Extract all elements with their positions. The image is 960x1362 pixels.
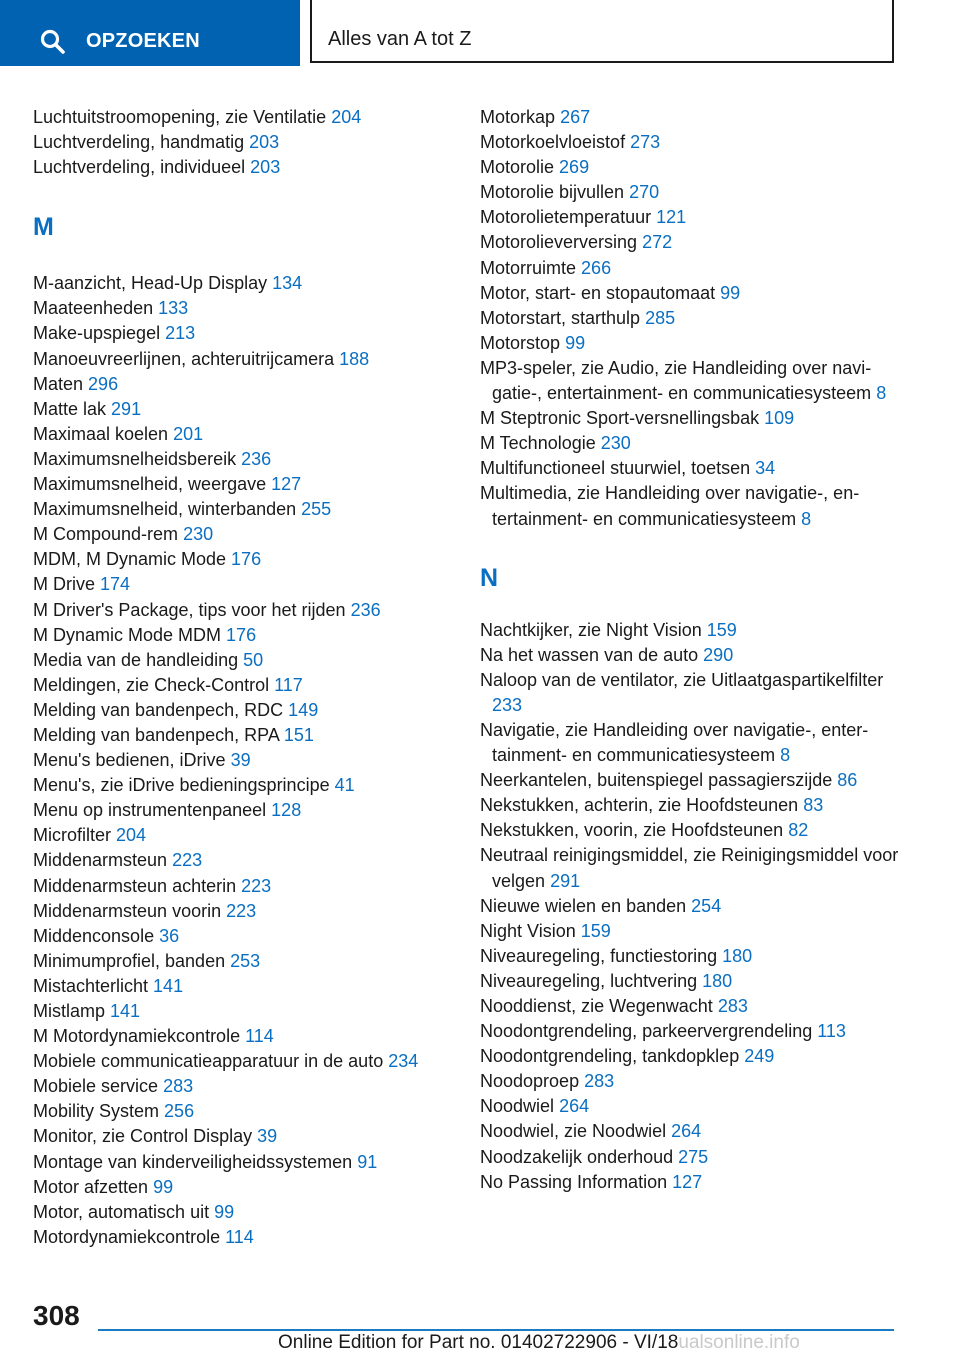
page-reference-link[interactable]: 8 xyxy=(780,745,791,766)
index-term: Maximaal koelen xyxy=(33,423,169,444)
index-entry xyxy=(480,155,900,180)
index-entry xyxy=(480,1044,900,1069)
index-group-right-after xyxy=(480,618,900,1195)
index-entry xyxy=(480,1094,900,1119)
page-reference-link[interactable]: 141 xyxy=(110,1001,141,1021)
footer-divider xyxy=(98,1329,894,1331)
index-entry xyxy=(33,698,463,723)
page-reference-link[interactable]: 34 xyxy=(755,458,776,479)
index-term: Manoeuvreerlijnen, achteruitrijcamera xyxy=(33,348,335,369)
page-reference-link[interactable]: 133 xyxy=(158,298,189,319)
index-entry xyxy=(33,397,463,422)
search-button[interactable] xyxy=(0,0,300,66)
page-reference-link[interactable]: 113 xyxy=(817,1021,846,1042)
index-entry xyxy=(480,843,900,893)
index-term: Middenarmsteun achterin xyxy=(33,875,237,896)
index-term: Multimedia, zie Handleiding over navigatie-, entertainment- en communicatiesysteem xyxy=(480,483,860,529)
index-term: Maateenheden xyxy=(33,298,154,319)
index-entry xyxy=(33,271,463,296)
page-reference-link[interactable]: 188 xyxy=(339,348,370,369)
index-term: Niveauregeling, functiestoring xyxy=(480,945,718,966)
index-term: M Dynamic Mode MDM xyxy=(33,624,222,645)
index-term: Media van de handleiding xyxy=(33,649,239,670)
index-term: Motor afzetten xyxy=(33,1176,149,1197)
index-term: Melding van bandenpech, RPA xyxy=(33,724,279,745)
index-term: Niveauregeling, luchtvering xyxy=(480,970,698,991)
page-reference-link[interactable]: 283 xyxy=(584,1071,615,1092)
index-entry xyxy=(480,643,900,668)
index-entry xyxy=(33,105,463,130)
page-reference-link[interactable]: 176 xyxy=(231,549,262,570)
index-term: Motordynamiekcontrole xyxy=(33,1226,221,1247)
index-entry xyxy=(33,949,463,974)
page-reference-link[interactable]: 269 xyxy=(559,157,590,178)
index-entry xyxy=(33,497,463,522)
page-reference-link[interactable]: 109 xyxy=(764,408,795,429)
page-reference-link[interactable]: 141 xyxy=(153,975,184,996)
index-term: Menu's bedienen, iDrive xyxy=(33,750,226,771)
index-term: Motorstop xyxy=(480,332,561,353)
index-entry xyxy=(33,623,463,648)
index-entry xyxy=(33,422,463,447)
page-reference-link[interactable]: 213 xyxy=(165,323,196,344)
section-title-box xyxy=(310,0,894,63)
index-term: Motorkap xyxy=(480,107,556,127)
index-term: Melding van bandenpech, RDC xyxy=(33,699,284,720)
page-reference-link[interactable]: 291 xyxy=(111,398,142,419)
index-term: Navigatie, zie Handleiding over navigatie-, entertainment- en communicatiesysteem xyxy=(480,719,869,766)
page-reference-link[interactable]: 39 xyxy=(257,1126,278,1147)
page-reference-link[interactable]: 266 xyxy=(581,257,612,278)
page-reference-link[interactable]: 283 xyxy=(163,1076,194,1097)
footer-edition xyxy=(278,1332,800,1354)
page-reference-link[interactable]: 39 xyxy=(230,750,251,771)
index-term: Luchtuitstroomopening, zie Ventilatie xyxy=(33,107,327,127)
page-reference-link[interactable]: 121 xyxy=(656,207,687,228)
page-reference-link[interactable]: 151 xyxy=(283,724,314,745)
page-reference-link[interactable]: 180 xyxy=(702,970,733,991)
index-entry xyxy=(480,306,900,331)
index-term: Make-upspiegel xyxy=(33,323,161,344)
page-reference-link[interactable]: 203 xyxy=(250,157,281,178)
page-reference-link[interactable]: 174 xyxy=(100,574,131,595)
page-reference-link[interactable]: 204 xyxy=(116,825,147,846)
index-entry xyxy=(480,793,900,818)
page-reference-link[interactable]: 254 xyxy=(691,895,722,916)
page-reference-link[interactable]: 285 xyxy=(645,307,676,328)
page-reference-link[interactable]: 223 xyxy=(226,900,257,921)
page-header xyxy=(0,0,960,66)
index-entry xyxy=(33,447,463,472)
footer-edition-text: Online Edition for Part no. 01402722906 - VI/18 xyxy=(278,1332,679,1353)
index-term: Middenarmsteun voorin xyxy=(33,900,222,921)
page-reference-link[interactable]: 201 xyxy=(173,423,204,444)
index-term: M Technologie xyxy=(480,433,596,454)
index-entry xyxy=(33,1200,463,1225)
index-entry xyxy=(480,205,900,230)
index-term: MDM, M Dynamic Mode xyxy=(33,549,227,570)
page-reference-link[interactable]: 290 xyxy=(703,644,734,665)
index-term: Motorkoelvloeistof xyxy=(480,132,626,153)
index-entry xyxy=(33,648,463,673)
index-term: Meldingen, zie Check-Control xyxy=(33,674,270,695)
index-term: Luchtverdeling, handmatig xyxy=(33,132,245,153)
page-reference-link[interactable]: 230 xyxy=(183,524,214,545)
index-term: Microfilter xyxy=(33,825,112,846)
index-entry xyxy=(33,130,463,155)
page-reference-link[interactable]: 127 xyxy=(271,474,302,495)
index-term: Maximumsnelheid, winterbanden xyxy=(33,499,297,520)
index-entry xyxy=(480,1069,900,1094)
index-entry xyxy=(480,1145,900,1170)
index-term: M Driver's Package, tips voor het rijden xyxy=(33,599,346,620)
page-reference-link[interactable]: 270 xyxy=(629,182,660,203)
index-entry xyxy=(480,818,900,843)
index-entry xyxy=(480,230,900,255)
index-group-left-before xyxy=(33,105,463,180)
index-column-left xyxy=(33,105,463,1250)
index-term: Monitor, zie Control Display xyxy=(33,1126,253,1147)
index-entry xyxy=(33,1099,463,1124)
index-entry xyxy=(480,130,900,155)
page-reference-link[interactable]: 159 xyxy=(706,619,737,640)
page-reference-link[interactable]: 272 xyxy=(642,232,673,253)
index-entry xyxy=(33,296,463,321)
index-entry xyxy=(33,924,463,949)
page-reference-link[interactable]: 114 xyxy=(225,1226,254,1247)
index-entry xyxy=(33,823,463,848)
index-term: Naloop van de ventilator, zie Uitlaatgaspartikelfilter xyxy=(480,669,884,690)
page-reference-link[interactable]: 83 xyxy=(803,795,824,816)
section-letter-m: M xyxy=(33,213,54,242)
index-term: M Motordynamiekcontrole xyxy=(33,1026,241,1047)
index-group-right-before xyxy=(480,105,900,532)
index-entry xyxy=(480,1170,900,1195)
page-reference-link[interactable]: 223 xyxy=(241,875,272,896)
index-entry xyxy=(33,1175,463,1200)
index-term: Noodoproep xyxy=(480,1071,580,1092)
page-number: 308 xyxy=(33,1300,80,1331)
index-entry xyxy=(480,768,900,793)
page-reference-link[interactable]: 176 xyxy=(226,624,257,645)
index-entry xyxy=(480,105,900,130)
index-entry xyxy=(480,481,900,531)
page-reference-link[interactable]: 249 xyxy=(744,1046,775,1067)
page-reference-link[interactable]: 180 xyxy=(722,945,753,966)
index-term: Noodontgrendeling, parkeervergrendeling xyxy=(480,1021,813,1042)
index-term: Maximumsnelheidsbereik xyxy=(33,448,237,469)
index-entry xyxy=(33,773,463,798)
index-entry xyxy=(480,668,900,718)
index-entry xyxy=(480,718,900,768)
page-reference-link[interactable]: 41 xyxy=(334,775,355,796)
index-entry xyxy=(480,281,900,306)
index-term: Motor, start- en stopautomaat xyxy=(480,282,716,303)
index-entry xyxy=(33,673,463,698)
index-entry xyxy=(480,456,900,481)
index-entry xyxy=(33,598,463,623)
index-term: Montage van kinderveiligheidssystemen xyxy=(33,1151,353,1172)
index-entry xyxy=(33,748,463,773)
index-term: Luchtverdeling, individueel xyxy=(33,157,246,178)
index-term: M Compound-rem xyxy=(33,524,179,545)
page-reference-link[interactable]: 264 xyxy=(671,1121,702,1142)
page-reference-link[interactable]: 50 xyxy=(243,649,264,670)
page-reference-link[interactable]: 159 xyxy=(580,920,611,941)
index-entry xyxy=(33,1024,463,1049)
index-term: Motor, automatisch uit xyxy=(33,1201,210,1222)
page-reference-link[interactable]: 230 xyxy=(600,433,631,454)
index-term: Mistachterlicht xyxy=(33,975,149,996)
page-reference-link[interactable]: 134 xyxy=(272,273,303,294)
page-reference-link[interactable]: 267 xyxy=(560,107,591,127)
page-reference-link[interactable]: 117 xyxy=(274,674,303,695)
page-reference-link[interactable]: 253 xyxy=(230,950,261,971)
index-entry xyxy=(33,472,463,497)
index-term: Motorolietemperatuur xyxy=(480,207,652,228)
page-reference-link[interactable]: 99 xyxy=(153,1176,174,1197)
index-term: Motorstart, starthulp xyxy=(480,307,641,328)
index-entry xyxy=(480,618,900,643)
index-term: Matte lak xyxy=(33,398,107,419)
index-entry xyxy=(480,994,900,1019)
index-term: Mobiele communicatieapparatuur in de auto xyxy=(33,1051,384,1072)
page-reference-link[interactable]: 114 xyxy=(245,1026,274,1047)
page-reference-link[interactable]: 275 xyxy=(678,1146,709,1167)
index-term: Mobiele service xyxy=(33,1076,159,1097)
index-entry xyxy=(480,180,900,205)
index-term: No Passing Information xyxy=(480,1171,668,1192)
index-term: M Drive xyxy=(33,574,95,595)
page-reference-link[interactable]: 99 xyxy=(720,282,741,303)
index-term: Neutraal reinigingsmiddel, zie Reinigingsmiddel voor velgen xyxy=(480,845,899,891)
index-entry xyxy=(33,1150,463,1175)
index-entry xyxy=(480,406,900,431)
search-icon xyxy=(40,29,66,55)
index-term: Middenconsole xyxy=(33,925,155,946)
index-entry xyxy=(480,969,900,994)
index-entry xyxy=(33,1049,463,1074)
index-term: MP3-speler, zie Audio, zie Handleiding over navigatie-, entertainment- en communicatiesysteem xyxy=(480,357,872,404)
index-entry xyxy=(480,894,900,919)
page-reference-link[interactable]: 233 xyxy=(492,694,523,715)
index-term: Maximumsnelheid, weergave xyxy=(33,474,267,495)
index-term: Nekstukken, voorin, zie Hoofdsteunen xyxy=(480,820,784,841)
page-reference-link[interactable]: 91 xyxy=(357,1151,378,1172)
index-entry xyxy=(480,944,900,969)
index-entry xyxy=(33,999,463,1024)
index-entry xyxy=(33,723,463,748)
index-term: Motorolieverversing xyxy=(480,232,638,253)
page-reference-link[interactable]: 149 xyxy=(288,699,319,720)
index-entry xyxy=(480,431,900,456)
page-reference-link[interactable]: 223 xyxy=(172,850,203,871)
index-entry xyxy=(480,1119,900,1144)
page-reference-link[interactable]: 127 xyxy=(672,1171,703,1192)
page-reference-link[interactable]: 99 xyxy=(214,1201,235,1222)
page-reference-link[interactable]: 36 xyxy=(159,925,180,946)
page-reference-link[interactable]: 283 xyxy=(717,996,748,1016)
index-term: Middenarmsteun xyxy=(33,850,168,871)
index-term: Motorolie xyxy=(480,157,555,178)
page-reference-link[interactable]: 255 xyxy=(301,499,332,520)
page-reference-link[interactable]: 82 xyxy=(788,820,809,841)
index-term: Menu op instrumentenpaneel xyxy=(33,800,267,821)
index-term: M-aanzicht, Head-Up Display xyxy=(33,273,268,294)
page-reference-link[interactable]: 8 xyxy=(876,383,887,404)
index-entry xyxy=(33,347,463,372)
index-entry xyxy=(33,572,463,597)
page-reference-link[interactable]: 204 xyxy=(331,107,362,127)
index-entry xyxy=(33,1124,463,1149)
index-term: Mistlamp xyxy=(33,1001,106,1021)
index-entry xyxy=(480,1019,900,1044)
index-term: Neerkantelen, buitenspiegel passagierszijde xyxy=(480,770,833,791)
index-entry xyxy=(33,321,463,346)
page-reference-link[interactable]: 203 xyxy=(249,132,280,153)
page-reference-link[interactable]: 236 xyxy=(350,599,381,620)
index-term: Motorolie bijvullen xyxy=(480,182,625,203)
index-term: Minimumprofiel, banden xyxy=(33,950,226,971)
index-entry xyxy=(480,356,900,406)
footer-watermark: ualsonline.info xyxy=(678,1332,800,1353)
section-letter-n: N xyxy=(480,563,499,592)
search-label: OPZOEKEN xyxy=(86,30,200,52)
index-entry xyxy=(33,848,463,873)
page-reference-link[interactable]: 234 xyxy=(388,1051,419,1072)
index-term: Na het wassen van de auto xyxy=(480,644,699,665)
index-entry xyxy=(33,1225,463,1250)
page-reference-link[interactable]: 86 xyxy=(837,770,858,791)
index-term: Nieuwe wielen en banden xyxy=(480,895,687,916)
index-term: Noodzakelijk onderhoud xyxy=(480,1146,674,1167)
page-reference-link[interactable]: 291 xyxy=(550,870,581,891)
page-reference-link[interactable]: 8 xyxy=(801,508,812,529)
index-term: Nachtkijker, zie Night Vision xyxy=(480,619,702,640)
index-column-right xyxy=(480,105,900,1195)
index-term: Noodwiel, zie Noodwiel xyxy=(480,1121,667,1142)
index-term: Menu's, zie iDrive bedieningsprincipe xyxy=(33,775,330,796)
index-term: Noodwiel xyxy=(480,1096,555,1117)
index-term: Motorruimte xyxy=(480,257,577,278)
index-entry xyxy=(33,155,463,180)
index-entry xyxy=(480,919,900,944)
index-term: Mobility System xyxy=(33,1101,160,1122)
page-reference-link[interactable]: 256 xyxy=(164,1101,195,1122)
index-term: Noodontgrendeling, tankdopklep xyxy=(480,1046,740,1067)
index-term: Multifunctioneel stuurwiel, toetsen xyxy=(480,458,751,479)
index-group-left-after xyxy=(33,271,463,1250)
index-entry xyxy=(33,798,463,823)
index-term: M Steptronic Sport-versnellingsbak xyxy=(480,408,760,429)
index-entry xyxy=(33,1074,463,1099)
index-entry xyxy=(33,547,463,572)
index-term: Nooddienst, zie Wegenwacht xyxy=(480,996,713,1016)
page-reference-link[interactable]: 236 xyxy=(241,448,272,469)
page-reference-link[interactable]: 99 xyxy=(565,332,586,353)
index-term: Nekstukken, achterin, zie Hoofdsteunen xyxy=(480,795,799,816)
index-entry xyxy=(33,372,463,397)
index-entry xyxy=(33,874,463,899)
index-entry xyxy=(480,331,900,356)
index-term: Maten xyxy=(33,373,84,394)
page-reference-link[interactable]: 296 xyxy=(88,373,119,394)
page-reference-link[interactable]: 128 xyxy=(271,800,302,821)
index-entry xyxy=(480,256,900,281)
index-term: Night Vision xyxy=(480,920,576,941)
index-entry xyxy=(33,899,463,924)
index-entry xyxy=(33,974,463,999)
page-title: Alles van A tot Z xyxy=(328,28,472,50)
index-entry xyxy=(33,522,463,547)
page-reference-link[interactable]: 264 xyxy=(559,1096,590,1117)
page-reference-link[interactable]: 273 xyxy=(630,132,661,153)
